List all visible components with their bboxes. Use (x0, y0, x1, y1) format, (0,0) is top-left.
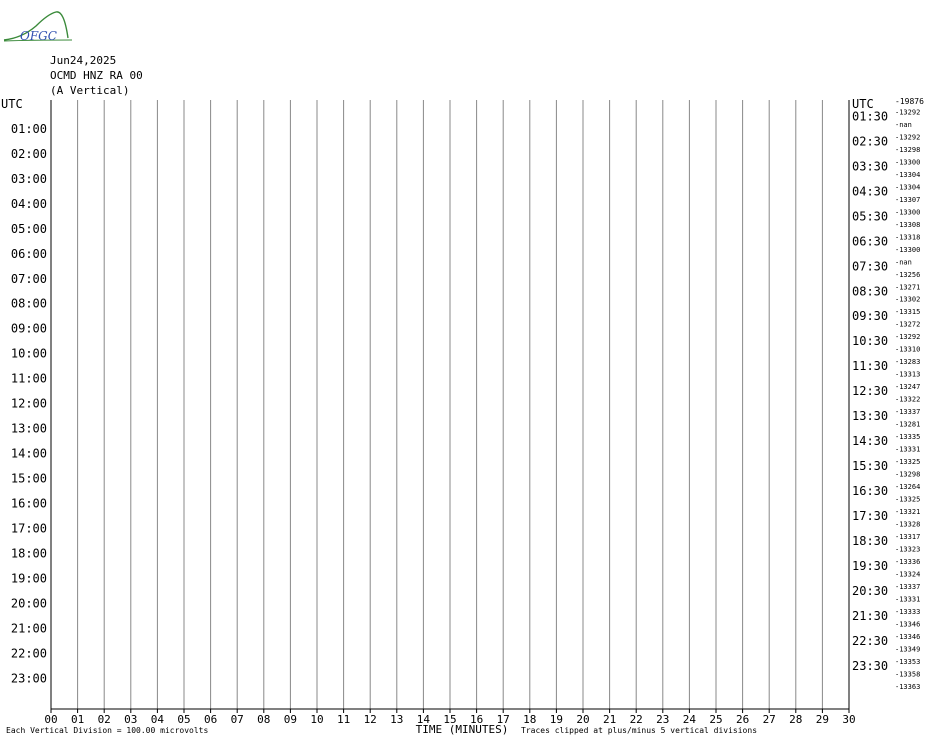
header-component: (A Vertical) (50, 84, 130, 97)
right-time-label: 15:30 (852, 459, 889, 474)
right-trace-value: -13302 (895, 295, 921, 304)
right-trace-value: -13336 (895, 557, 921, 566)
right-trace-value: -13272 (895, 320, 921, 329)
header-station: OCMD HNZ RA 00 (50, 69, 143, 82)
right-trace-value: -13256 (895, 270, 921, 279)
right-time-label: 23:30 (852, 658, 889, 673)
right-time-label: 07:30 (852, 259, 889, 274)
right-trace-value: -13304 (895, 170, 921, 179)
right-trace-value: -13335 (895, 433, 921, 442)
right-trace-value: -13247 (895, 383, 921, 392)
right-time-label: 13:30 (852, 409, 889, 424)
right-trace-value: -13271 (895, 283, 921, 292)
right-trace-value: -13323 (895, 545, 921, 554)
right-trace-value: -13292 (895, 133, 921, 142)
right-trace-value: -13313 (895, 370, 921, 379)
right-time-label: 04:30 (852, 184, 889, 199)
x-tick-label: 20 (576, 713, 590, 726)
right-trace-value: -13283 (895, 358, 921, 367)
left-time-label: 12:00 (10, 396, 47, 411)
ofgc-logo (2, 4, 74, 44)
right-time-label: 14:30 (852, 434, 889, 449)
right-time-label: 09:30 (852, 309, 889, 324)
x-tick-label: 08 (257, 713, 271, 726)
x-tick-label: 10 (310, 713, 324, 726)
left-time-label: 19:00 (10, 571, 47, 586)
left-time-label: 10:00 (10, 346, 47, 361)
left-time-label: 09:00 (10, 321, 47, 336)
x-tick-label: 24 (682, 713, 697, 726)
logo-text: OFGC (20, 29, 57, 43)
right-time-label: 02:30 (852, 134, 889, 149)
x-tick-label: 16 (469, 713, 484, 726)
x-tick-label: 25 (709, 713, 723, 726)
right-trace-value: -13346 (895, 632, 921, 641)
x-tick-label: 29 (815, 713, 830, 726)
x-tick-label: 00 (44, 713, 58, 726)
x-tick-label: 06 (203, 713, 218, 726)
left-time-label: 06:00 (10, 246, 47, 261)
x-tick-label: 23 (656, 713, 670, 726)
right-trace-value: -13353 (895, 657, 921, 666)
left-time-label: 07:00 (10, 271, 47, 286)
right-value-top: -19876 (895, 97, 924, 106)
x-tick-label: 13 (390, 713, 404, 726)
right-trace-value: -13331 (895, 445, 921, 454)
right-trace-value: -13315 (895, 308, 921, 317)
x-tick-label: 14 (416, 713, 431, 726)
x-tick-label: 30 (842, 713, 856, 726)
right-trace-value: -13333 (895, 607, 921, 616)
left-time-label: 15:00 (10, 471, 47, 486)
right-trace-value: -13264 (895, 483, 921, 492)
x-tick-label: 01 (70, 713, 85, 726)
x-tick-label: 05 (177, 713, 191, 726)
right-time-label: 01:30 (852, 109, 889, 124)
right-trace-value: -13346 (895, 620, 921, 629)
right-trace-value: -13300 (895, 208, 921, 217)
right-trace-value: -13363 (895, 682, 921, 691)
x-tick-label: 11 (336, 713, 351, 726)
right-time-label: 03:30 (852, 159, 889, 174)
right-trace-value: -13300 (895, 158, 921, 167)
left-time-label: 17:00 (10, 521, 47, 536)
x-tick-label: 15 (443, 713, 457, 726)
x-tick-label: 17 (496, 713, 510, 726)
left-time-label: 02:00 (10, 146, 47, 161)
x-tick-label: 09 (283, 713, 298, 726)
x-axis-title: TIME (MINUTES) (415, 723, 509, 736)
right-trace-value: -13331 (895, 595, 921, 604)
left-time-label: 04:00 (10, 196, 47, 211)
right-trace-value: -13349 (895, 645, 921, 654)
right-trace-value: -13317 (895, 532, 921, 541)
left-time-label: 13:00 (10, 421, 47, 436)
left-time-label: 11:00 (10, 371, 47, 386)
right-time-label: 16:30 (852, 484, 889, 499)
footer-clip-note: Traces clipped at plus/minus 5 vertical divisions (521, 726, 758, 735)
x-tick-label: 19 (549, 713, 564, 726)
right-trace-value: -13324 (895, 570, 921, 579)
right-time-label: 20:30 (852, 583, 889, 598)
right-trace-value: -13292 (895, 108, 921, 117)
x-tick-label: 02 (97, 713, 111, 726)
x-tick-label: 28 (789, 713, 803, 726)
right-trace-value: -13337 (895, 408, 921, 417)
right-trace-value: -13328 (895, 520, 921, 529)
right-time-label: 22:30 (852, 633, 889, 648)
right-time-label: 10:30 (852, 334, 889, 349)
right-trace-value: -13292 (895, 333, 921, 342)
left-time-label: 22:00 (10, 646, 47, 661)
right-trace-value: -13310 (895, 345, 921, 354)
right-trace-value: -nan (895, 258, 912, 267)
left-time-label: 18:00 (10, 546, 47, 561)
right-trace-value: -13281 (895, 420, 921, 429)
right-trace-value: -13308 (895, 220, 921, 229)
right-time-label: 12:30 (852, 384, 889, 399)
right-trace-value: -13358 (895, 670, 921, 679)
right-time-label: 18:30 (852, 533, 889, 548)
right-trace-value: -13325 (895, 458, 921, 467)
left-time-label: 05:00 (10, 221, 47, 236)
right-time-label: 05:30 (852, 209, 889, 224)
right-trace-value: -13300 (895, 245, 921, 254)
right-time-label: 08:30 (852, 284, 889, 299)
x-tick-label: 04 (150, 713, 165, 726)
right-trace-value: -13307 (895, 195, 921, 204)
x-tick-label: 27 (762, 713, 776, 726)
right-trace-value: -13298 (895, 470, 921, 479)
utc-label-left: UTC (1, 97, 23, 111)
x-tick-label: 12 (363, 713, 377, 726)
left-time-label: 03:00 (10, 171, 47, 186)
x-tick-label: 07 (230, 713, 244, 726)
left-time-label: 08:00 (10, 296, 47, 311)
right-trace-value: -13337 (895, 582, 921, 591)
right-time-label: 17:30 (852, 508, 889, 523)
right-trace-value: -13318 (895, 233, 921, 242)
header-date: Jun24,2025 (50, 54, 117, 67)
left-time-label: 20:00 (10, 596, 47, 611)
right-trace-value: -13322 (895, 395, 921, 404)
x-tick-label: 18 (523, 713, 537, 726)
left-time-label: 14:00 (10, 446, 47, 461)
right-time-label: 06:30 (852, 234, 889, 249)
left-time-label: 01:00 (10, 121, 47, 136)
left-time-label: 21:00 (10, 621, 47, 636)
utc-label-right: UTC (852, 97, 874, 111)
right-trace-value: -13304 (895, 183, 921, 192)
right-time-label: 11:30 (852, 359, 889, 374)
right-time-label: 19:30 (852, 558, 889, 573)
x-tick-label: 21 (602, 713, 617, 726)
right-trace-value: -13325 (895, 495, 921, 504)
right-time-label: 21:30 (852, 608, 889, 623)
x-tick-label: 26 (735, 713, 750, 726)
right-trace-value: -nan (895, 120, 912, 129)
left-time-label: 23:00 (10, 671, 47, 686)
x-tick-label: 22 (629, 713, 643, 726)
footer-scale-note: Each Vertical Division = 100.00 microvolts (6, 726, 209, 735)
left-time-label: 16:00 (10, 496, 47, 511)
right-trace-value: -13298 (895, 145, 921, 154)
x-tick-label: 03 (124, 713, 138, 726)
right-trace-value: -13321 (895, 507, 921, 516)
